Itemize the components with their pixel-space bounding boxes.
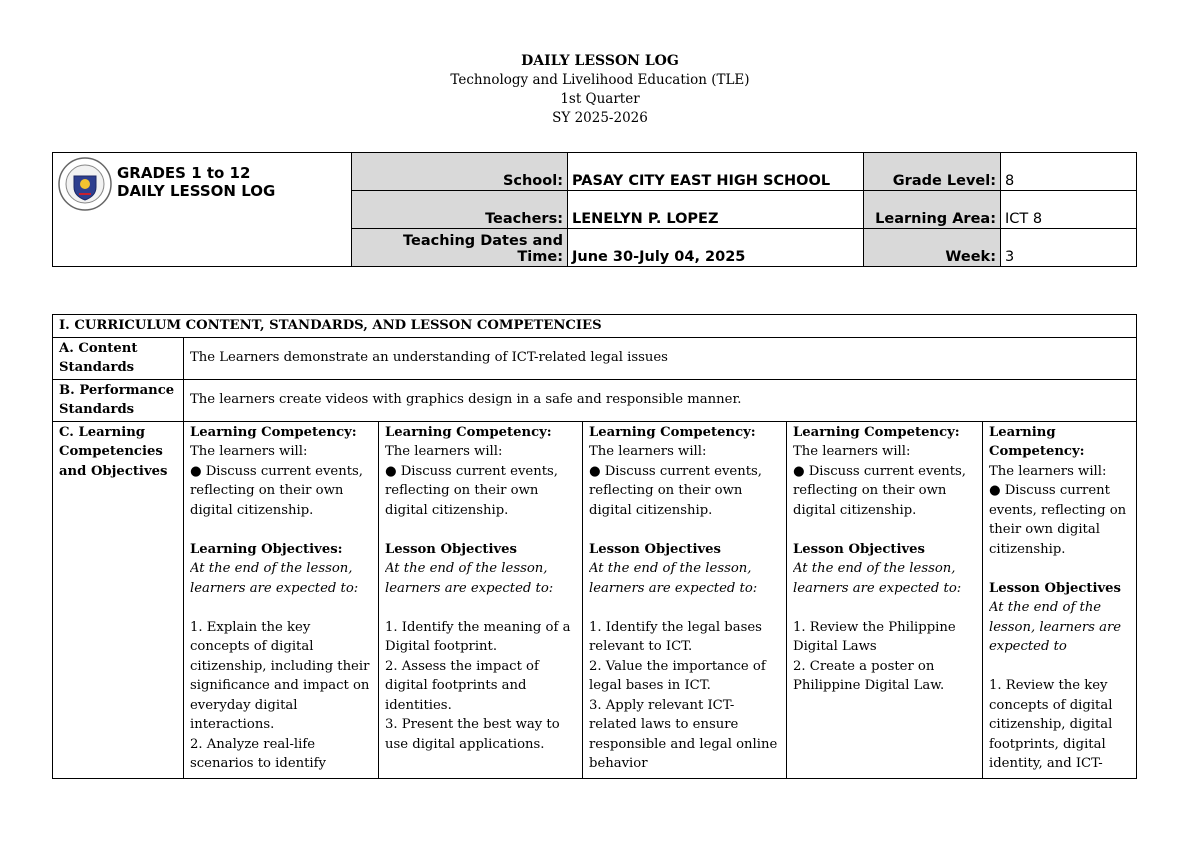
learning-area-label: Learning Area: bbox=[864, 191, 1001, 229]
curriculum-table bbox=[52, 314, 1137, 779]
day-2-obj-heading: Lesson Objectives bbox=[385, 541, 517, 557]
day-1-cell bbox=[184, 421, 379, 778]
day-1-obj-2: 2. Analyze real-life scenarios to identify bbox=[190, 736, 326, 771]
day-3-cell bbox=[583, 421, 787, 778]
teaching-dates-label: Teaching Dates and Time: bbox=[352, 229, 568, 267]
day-2-obj-3: 3. Present the best way to use digital applications. bbox=[385, 717, 560, 752]
logo-text-grades: GRADES 1 to 12 bbox=[117, 164, 251, 182]
day-2-obj-intro: At the end of the lesson, learners are expected to: bbox=[385, 561, 554, 596]
day-2-comp-intro: The learners will: bbox=[385, 444, 503, 459]
day-4-obj-2: 2. Create a poster on Philippine Digital Law. bbox=[793, 658, 945, 693]
day-1-comp-intro: The learners will: bbox=[190, 444, 308, 459]
day-3-obj-3: 3. Apply relevant ICT-related laws to ensure responsible and legal online behavior bbox=[589, 697, 778, 771]
document-title: DAILY LESSON LOG bbox=[521, 53, 679, 69]
header-table bbox=[52, 152, 1137, 267]
teachers-value: LENELYN P. LOPEZ bbox=[568, 191, 864, 229]
grade-level-label: Grade Level: bbox=[864, 153, 1001, 191]
week-value: 3 bbox=[1001, 229, 1137, 267]
quarter-line: 1st Quarter bbox=[560, 91, 640, 107]
day-3-comp-item: ● Discuss current events, reflecting on their own digital citizenship. bbox=[589, 463, 762, 518]
logo-cell bbox=[53, 153, 352, 267]
day-3-obj-1: 1. Identify the legal bases relevant to ICT. bbox=[589, 619, 762, 654]
school-year-line: SY 2025-2026 bbox=[552, 110, 648, 126]
week-label: Week: bbox=[864, 229, 1001, 267]
competencies-label: C. Learning Competencies and Objectives bbox=[53, 421, 184, 778]
learning-area-value: ICT 8 bbox=[1001, 191, 1137, 229]
school-label: School: bbox=[352, 153, 568, 191]
day-4-obj-1: 1. Review the Philippine Digital Laws bbox=[793, 619, 956, 654]
content-standards-label: A. Content Standards bbox=[53, 337, 184, 379]
day-2-comp-heading: Learning Competency: bbox=[385, 424, 552, 440]
day-4-cell bbox=[787, 421, 983, 778]
day-1-comp-heading: Learning Competency: bbox=[190, 424, 357, 440]
day-3-obj-heading: Lesson Objectives bbox=[589, 541, 721, 557]
day-1-obj-intro: At the end of the lesson, learners are expected to: bbox=[190, 561, 359, 596]
day-1-comp-item: ● Discuss current events, reflecting on their own digital citizenship. bbox=[190, 463, 363, 518]
day-4-obj-intro: At the end of the lesson, learners are expected to: bbox=[793, 561, 962, 596]
deped-seal-icon bbox=[57, 156, 113, 212]
performance-standards-value: The learners create videos with graphics design in a safe and responsible manner. bbox=[184, 379, 1137, 421]
school-value: PASAY CITY EAST HIGH SCHOOL bbox=[568, 153, 864, 191]
day-2-obj-1: 1. Identify the meaning of a Digital footprint. bbox=[385, 619, 571, 654]
section-title: I. CURRICULUM CONTENT, STANDARDS, AND LESSON COMPETENCIES bbox=[53, 315, 1137, 338]
day-3-obj-2: 2. Value the importance of legal bases in ICT. bbox=[589, 658, 766, 693]
day-2-cell bbox=[379, 421, 583, 778]
day-2-comp-item: ● Discuss current events, reflecting on their own digital citizenship. bbox=[385, 463, 558, 518]
day-1-obj-1: 1. Explain the key concepts of digital citizenship, including their significance and impact on everyday digital interactions. bbox=[190, 619, 370, 732]
day-4-obj-heading: Lesson Objectives bbox=[793, 541, 925, 557]
day-4-comp-intro: The learners will: bbox=[793, 444, 911, 459]
day-5-comp-heading: Learning Competency: bbox=[989, 424, 1085, 459]
day-5-comp-intro: The learners will: bbox=[989, 463, 1107, 479]
document-title-block bbox=[0, 52, 1200, 128]
day-1-obj-heading: Learning Objectives: bbox=[190, 541, 343, 557]
day-5-comp-item: ● Discuss current events, reflecting on their own digital citizenship. bbox=[989, 483, 1127, 557]
content-standards-value: The Learners demonstrate an understanding of ICT-related legal issues bbox=[184, 337, 1137, 379]
day-5-obj-heading: Lesson Objectives bbox=[989, 580, 1121, 596]
day-4-comp-heading: Learning Competency: bbox=[793, 424, 960, 440]
teachers-label: Teachers: bbox=[352, 191, 568, 229]
logo-text-dll: DAILY LESSON LOG bbox=[117, 182, 276, 200]
subject-line: Technology and Livelihood Education (TLE) bbox=[450, 72, 750, 88]
day-5-obj-1: 1. Review the key concepts of digital citizenship, digital footprints, digital identity, and ICT- bbox=[989, 678, 1113, 771]
day-4-comp-item: ● Discuss current events, reflecting on their own digital citizenship. bbox=[793, 463, 966, 518]
performance-standards-label: B. Performance Standards bbox=[53, 379, 184, 421]
teaching-dates-value: June 30-July 04, 2025 bbox=[568, 229, 864, 267]
day-3-obj-intro: At the end of the lesson, learners are expected to: bbox=[589, 561, 758, 596]
grade-level-value: 8 bbox=[1001, 153, 1137, 191]
day-3-comp-heading: Learning Competency: bbox=[589, 424, 756, 440]
day-2-obj-2: 2. Assess the impact of digital footprints and identities. bbox=[385, 658, 539, 713]
day-5-cell bbox=[983, 421, 1137, 778]
day-3-comp-intro: The learners will: bbox=[589, 444, 707, 459]
day-5-obj-intro: At the end of the lesson, learners are expected to bbox=[989, 600, 1122, 654]
